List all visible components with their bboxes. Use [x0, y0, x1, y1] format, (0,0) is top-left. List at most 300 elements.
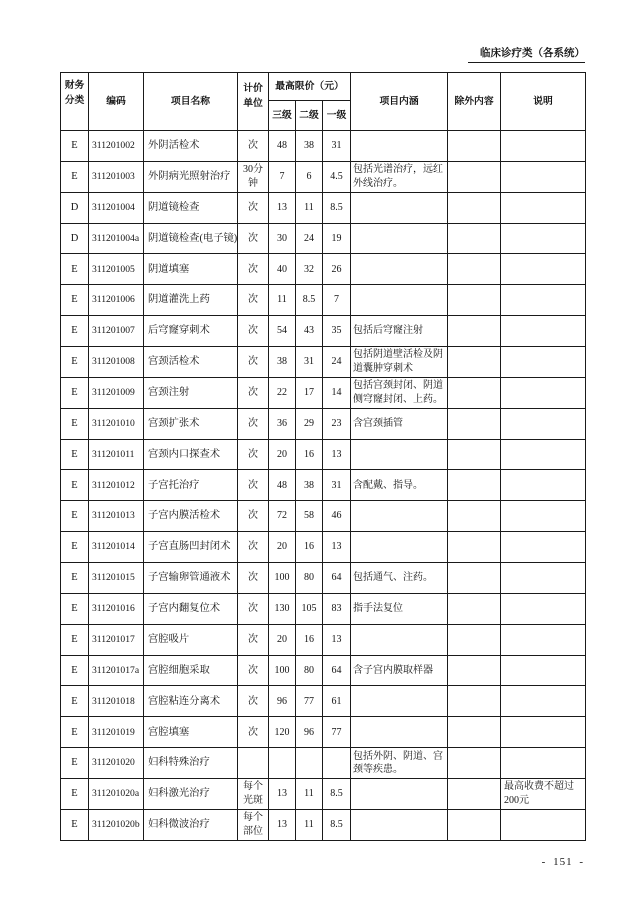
table-row [61, 779, 586, 810]
table-row [61, 254, 586, 285]
price-level2-cell: 80 [296, 655, 323, 686]
pricing-unit-cell [238, 655, 269, 686]
item-name-cell: 阴道填塞 [144, 254, 238, 285]
exclusions-cell [448, 131, 501, 162]
price-level1-cell: 8.5 [323, 809, 351, 840]
table-row [61, 131, 586, 162]
pricing-unit-cell [238, 285, 269, 316]
price-level1-cell: 23 [323, 408, 351, 439]
item-name-cell: 宫腔吸片 [144, 624, 238, 655]
item-name-cell: 宫颈扩张术 [144, 408, 238, 439]
notes-cell [501, 686, 586, 717]
pricing-unit-text: 次 [248, 695, 258, 707]
price-level3-cell: 13 [269, 809, 296, 840]
price-level3-cell: 40 [269, 254, 296, 285]
price-level2-cell [296, 748, 323, 779]
price-level3-cell: 130 [269, 593, 296, 624]
price-level2-cell: 38 [296, 470, 323, 501]
exclusions-cell [448, 809, 501, 840]
financial-category-cell: E [61, 131, 89, 162]
notes-cell [501, 717, 586, 748]
pricing-unit-text: 30分钟 [243, 164, 263, 189]
notes-cell [501, 779, 586, 810]
pricing-unit-cell [238, 347, 269, 378]
exclusions-cell [448, 192, 501, 223]
item-name-cell: 阴道镜检查 [144, 192, 238, 223]
pricing-unit-text: 次 [248, 603, 258, 615]
price-level3-cell: 20 [269, 532, 296, 563]
price-level1-cell: 19 [323, 223, 351, 254]
exclusions-cell [448, 316, 501, 347]
item-content-cell [351, 408, 448, 439]
pricing-unit-text: 每个部位 [243, 812, 263, 837]
table-row [61, 408, 586, 439]
pricing-unit-cell [238, 563, 269, 594]
exclusions-cell [448, 624, 501, 655]
price-level3-cell: 13 [269, 779, 296, 810]
notes-cell [501, 192, 586, 223]
financial-category-cell: E [61, 717, 89, 748]
financial-category-cell: E [61, 377, 89, 408]
pricing-unit-cell [238, 779, 269, 810]
price-level3-cell: 30 [269, 223, 296, 254]
price-level1-cell: 8.5 [323, 779, 351, 810]
item-code-cell: 311201014 [89, 532, 144, 563]
price-level2-cell: 58 [296, 501, 323, 532]
exclusions-cell [448, 779, 501, 810]
header-level3: 三级 [269, 101, 296, 131]
table-row [61, 285, 586, 316]
item-content-cell [351, 624, 448, 655]
table-row [61, 624, 586, 655]
pricing-unit-text: 次 [248, 325, 258, 337]
pricing-unit-text: 次 [248, 479, 258, 491]
item-name-cell: 子宫内翻复位术 [144, 593, 238, 624]
financial-category-cell: E [61, 809, 89, 840]
financial-category-cell: E [61, 501, 89, 532]
exclusions-cell [448, 254, 501, 285]
item-content-text: 含配戴、指导。 [353, 479, 424, 491]
item-content-cell [351, 532, 448, 563]
pricing-unit-text: 次 [248, 140, 258, 152]
financial-category-cell: E [61, 624, 89, 655]
exclusions-cell [448, 563, 501, 594]
pricing-unit-text: 次 [248, 417, 258, 429]
pricing-unit-cell [238, 439, 269, 470]
table-row [61, 377, 586, 408]
pricing-unit-cell [238, 501, 269, 532]
pricing-unit-cell [238, 223, 269, 254]
item-code-cell: 311201004 [89, 192, 144, 223]
item-content-cell [351, 347, 448, 378]
item-name-cell: 宫腔细胞采取 [144, 655, 238, 686]
pricing-unit-text: 次 [248, 294, 258, 306]
table-row [61, 655, 586, 686]
notes-cell [501, 223, 586, 254]
notes-cell [501, 748, 586, 779]
pricing-unit-text: 次 [248, 263, 258, 275]
exclusions-cell [448, 717, 501, 748]
financial-category-cell: E [61, 470, 89, 501]
table-row [61, 593, 586, 624]
financial-category-cell: D [61, 192, 89, 223]
item-name-cell: 宫颈活检术 [144, 347, 238, 378]
item-content-cell [351, 563, 448, 594]
price-level1-cell: 46 [323, 501, 351, 532]
table-row [61, 470, 586, 501]
item-code-cell: 311201003 [89, 161, 144, 192]
notes-cell [501, 809, 586, 840]
table-row [61, 347, 586, 378]
item-content-text: 含子宫内膜取样器 [353, 664, 434, 676]
pricing-unit-cell [238, 131, 269, 162]
table-row [61, 161, 586, 192]
price-level1-cell: 35 [323, 316, 351, 347]
financial-category-cell: E [61, 347, 89, 378]
pricing-unit-text: 次 [248, 572, 258, 584]
financial-category-cell: E [61, 686, 89, 717]
item-content-cell [351, 470, 448, 501]
item-code-cell: 311201020a [89, 779, 144, 810]
pricing-unit-text: 次 [248, 541, 258, 553]
header-exclusions: 除外内容 [448, 73, 501, 131]
financial-category-cell: E [61, 748, 89, 779]
table-row [61, 563, 586, 594]
header-pricing-unit [238, 73, 269, 131]
price-level2-cell: 16 [296, 532, 323, 563]
notes-cell [501, 655, 586, 686]
price-level2-cell: 16 [296, 439, 323, 470]
exclusions-cell [448, 655, 501, 686]
exclusions-cell [448, 285, 501, 316]
exclusions-cell [448, 748, 501, 779]
pricing-unit-cell [238, 192, 269, 223]
notes-cell [501, 501, 586, 532]
header-level1: 一级 [323, 101, 351, 131]
price-level2-cell: 11 [296, 192, 323, 223]
pricing-unit-cell [238, 624, 269, 655]
exclusions-cell [448, 532, 501, 563]
price-level2-cell: 77 [296, 686, 323, 717]
price-level1-cell: 31 [323, 470, 351, 501]
item-code-cell: 311201004a [89, 223, 144, 254]
price-level2-cell: 24 [296, 223, 323, 254]
price-level1-cell: 61 [323, 686, 351, 717]
header-financial-category-label: 财务分类 [64, 79, 85, 106]
table-row [61, 686, 586, 717]
item-code-cell: 311201005 [89, 254, 144, 285]
item-code-cell: 311201009 [89, 377, 144, 408]
exclusions-cell [448, 686, 501, 717]
price-level1-cell: 13 [323, 624, 351, 655]
table-body [61, 131, 586, 841]
exclusions-cell [448, 593, 501, 624]
price-level3-cell: 7 [269, 161, 296, 192]
price-level3-cell: 100 [269, 655, 296, 686]
notes-cell [501, 377, 586, 408]
price-level3-cell: 11 [269, 285, 296, 316]
item-content-cell [351, 223, 448, 254]
pricing-unit-text: 次 [248, 387, 258, 399]
pricing-unit-cell [238, 748, 269, 779]
pricing-unit-cell [238, 717, 269, 748]
item-code-cell: 311201017 [89, 624, 144, 655]
financial-category-cell: E [61, 655, 89, 686]
item-name-cell: 子宫输卵管通液术 [144, 563, 238, 594]
price-level1-cell: 64 [323, 563, 351, 594]
pricing-unit-text: 次 [248, 448, 258, 460]
price-level1-cell: 14 [323, 377, 351, 408]
financial-category-cell: E [61, 779, 89, 810]
header-level2: 二级 [296, 101, 323, 131]
financial-category-cell: E [61, 563, 89, 594]
notes-cell [501, 316, 586, 347]
table-row [61, 439, 586, 470]
item-content-text: 包括光谱治疗，远红外线治疗。 [353, 164, 444, 189]
price-level2-cell: 96 [296, 717, 323, 748]
price-level3-cell: 48 [269, 470, 296, 501]
table-row [61, 501, 586, 532]
price-level2-cell: 31 [296, 347, 323, 378]
item-code-cell: 311201012 [89, 470, 144, 501]
item-code-cell: 311201020 [89, 748, 144, 779]
item-name-cell: 后穹窿穿刺术 [144, 316, 238, 347]
table-row [61, 316, 586, 347]
pricing-unit-cell [238, 532, 269, 563]
price-level2-cell: 80 [296, 563, 323, 594]
notes-cell [501, 254, 586, 285]
item-content-cell [351, 439, 448, 470]
item-name-cell: 子宫直肠凹封闭术 [144, 532, 238, 563]
pricing-unit-cell [238, 470, 269, 501]
price-level1-cell: 24 [323, 347, 351, 378]
financial-category-cell: E [61, 254, 89, 285]
item-content-cell [351, 717, 448, 748]
item-code-cell: 311201015 [89, 563, 144, 594]
item-code-cell: 311201017a [89, 655, 144, 686]
notes-cell [501, 532, 586, 563]
item-content-text: 包括通气、注药。 [353, 572, 434, 584]
item-name-cell: 妇科特殊治疗 [144, 748, 238, 779]
item-content-cell [351, 779, 448, 810]
header-notes: 说明 [501, 73, 586, 131]
price-level1-cell: 77 [323, 717, 351, 748]
item-code-cell: 311201013 [89, 501, 144, 532]
exclusions-cell [448, 347, 501, 378]
table-row [61, 748, 586, 779]
table-row [61, 532, 586, 563]
pricing-unit-cell [238, 254, 269, 285]
item-content-cell [351, 377, 448, 408]
pricing-unit-cell [238, 377, 269, 408]
exclusions-cell [448, 501, 501, 532]
item-name-cell: 子宫内膜活检术 [144, 501, 238, 532]
notes-cell [501, 593, 586, 624]
notes-text: 最高收费不超过200元 [504, 781, 575, 806]
exclusions-cell [448, 161, 501, 192]
pricing-unit-text: 次 [248, 232, 258, 244]
financial-category-cell: E [61, 316, 89, 347]
pricing-unit-cell [238, 161, 269, 192]
pricing-unit-text: 每个光斑 [243, 781, 263, 806]
pricing-unit-cell [238, 316, 269, 347]
pricing-unit-cell [238, 408, 269, 439]
price-level2-cell: 38 [296, 131, 323, 162]
item-code-cell: 311201007 [89, 316, 144, 347]
table-row [61, 717, 586, 748]
price-level1-cell: 83 [323, 593, 351, 624]
table-row [61, 192, 586, 223]
header-max-price: 最高限价（元） [269, 73, 351, 101]
notes-cell [501, 563, 586, 594]
price-level1-cell: 13 [323, 532, 351, 563]
financial-category-cell: E [61, 439, 89, 470]
pricing-unit-text: 次 [248, 510, 258, 522]
notes-cell [501, 347, 586, 378]
price-level3-cell [269, 748, 296, 779]
financial-category-cell: E [61, 161, 89, 192]
item-content-cell [351, 192, 448, 223]
item-code-cell: 311201019 [89, 717, 144, 748]
item-content-text: 包括阴道壁活检及阴道囊肿穿刺术 [353, 349, 444, 374]
item-code-cell: 311201006 [89, 285, 144, 316]
price-level3-cell: 36 [269, 408, 296, 439]
price-level2-cell: 11 [296, 779, 323, 810]
financial-category-cell: E [61, 532, 89, 563]
item-code-cell: 311201010 [89, 408, 144, 439]
price-level1-cell: 64 [323, 655, 351, 686]
exclusions-cell [448, 470, 501, 501]
exclusions-cell [448, 408, 501, 439]
item-content-cell [351, 501, 448, 532]
price-level1-cell: 8.5 [323, 192, 351, 223]
header-pricing-unit-label: 计价单位 [243, 82, 263, 109]
item-name-cell: 子宫托治疗 [144, 470, 238, 501]
item-content-cell [351, 254, 448, 285]
price-level2-cell: 29 [296, 408, 323, 439]
table-header [61, 73, 586, 131]
price-level2-cell: 105 [296, 593, 323, 624]
price-level3-cell: 120 [269, 717, 296, 748]
price-level2-cell: 43 [296, 316, 323, 347]
item-code-cell: 311201018 [89, 686, 144, 717]
price-level1-cell: 4.5 [323, 161, 351, 192]
item-content-cell [351, 131, 448, 162]
item-name-cell: 外阴病光照射治疗 [144, 161, 238, 192]
price-level3-cell: 100 [269, 563, 296, 594]
item-name-cell: 外阴活检术 [144, 131, 238, 162]
item-code-cell: 311201008 [89, 347, 144, 378]
exclusions-cell [448, 439, 501, 470]
item-content-cell [351, 316, 448, 347]
item-content-cell [351, 593, 448, 624]
financial-category-cell: E [61, 408, 89, 439]
exclusions-cell [448, 223, 501, 254]
price-level3-cell: 96 [269, 686, 296, 717]
item-code-cell: 311201020b [89, 809, 144, 840]
table-row [61, 809, 586, 840]
header-row [61, 73, 586, 101]
price-level3-cell: 20 [269, 624, 296, 655]
pricing-unit-cell [238, 593, 269, 624]
item-name-cell: 宫颈注射 [144, 377, 238, 408]
item-name-cell: 宫颈内口探查术 [144, 439, 238, 470]
item-content-cell [351, 285, 448, 316]
item-content-text: 含宫颈插管 [353, 417, 404, 429]
pricing-unit-text: 次 [248, 633, 258, 645]
price-level3-cell: 20 [269, 439, 296, 470]
notes-cell [501, 470, 586, 501]
pricing-unit-cell [238, 809, 269, 840]
notes-cell [501, 131, 586, 162]
price-level3-cell: 13 [269, 192, 296, 223]
item-content-text: 包括宫颈封闭、阴道侧穹窿封闭、上药。 [353, 380, 444, 405]
item-name-cell: 妇科微波治疗 [144, 809, 238, 840]
item-name-cell: 宫腔填塞 [144, 717, 238, 748]
item-name-cell: 妇科激光治疗 [144, 779, 238, 810]
item-content-text: 包括后穹窿注射 [353, 325, 424, 337]
item-code-cell: 311201002 [89, 131, 144, 162]
financial-category-cell: E [61, 593, 89, 624]
price-level1-cell [323, 748, 351, 779]
notes-cell [501, 439, 586, 470]
price-level2-cell: 11 [296, 809, 323, 840]
notes-cell [501, 285, 586, 316]
price-level1-cell: 13 [323, 439, 351, 470]
price-level2-cell: 6 [296, 161, 323, 192]
financial-category-cell: E [61, 285, 89, 316]
price-level3-cell: 22 [269, 377, 296, 408]
pricing-unit-text: 次 [248, 726, 258, 738]
pricing-unit-cell [238, 686, 269, 717]
page-number: - 151 - [541, 856, 584, 868]
item-content-text: 指手法复位 [353, 603, 404, 615]
table-row [61, 223, 586, 254]
item-code-cell: 311201016 [89, 593, 144, 624]
price-level2-cell: 32 [296, 254, 323, 285]
price-level3-cell: 48 [269, 131, 296, 162]
item-name-cell: 阴道镜检查(电子镜) [144, 223, 238, 254]
item-content-cell [351, 655, 448, 686]
header-code: 编码 [89, 73, 144, 131]
price-level1-cell: 31 [323, 131, 351, 162]
price-level2-cell: 8.5 [296, 285, 323, 316]
item-name-cell: 宫腔粘连分离术 [144, 686, 238, 717]
item-name-cell: 阴道灌洗上药 [144, 285, 238, 316]
item-code-cell: 311201011 [89, 439, 144, 470]
price-level3-cell: 54 [269, 316, 296, 347]
item-content-cell [351, 686, 448, 717]
price-level3-cell: 38 [269, 347, 296, 378]
item-content-cell [351, 809, 448, 840]
item-content-cell [351, 161, 448, 192]
item-content-text: 包括外阴、阴道、宫颈等疾患。 [353, 750, 444, 776]
price-level2-cell: 16 [296, 624, 323, 655]
notes-cell [501, 624, 586, 655]
header-item-content: 项目内涵 [351, 73, 448, 131]
price-level2-cell: 17 [296, 377, 323, 408]
exclusions-cell [448, 377, 501, 408]
price-level1-cell: 7 [323, 285, 351, 316]
header-financial-category [61, 73, 89, 131]
pricing-unit-text: 次 [248, 356, 258, 368]
financial-category-cell: D [61, 223, 89, 254]
running-head-title: 临床诊疗类（各系统） [468, 46, 585, 63]
price-level3-cell: 72 [269, 501, 296, 532]
price-level1-cell: 26 [323, 254, 351, 285]
notes-cell [501, 161, 586, 192]
pricing-unit-text: 次 [248, 201, 258, 213]
